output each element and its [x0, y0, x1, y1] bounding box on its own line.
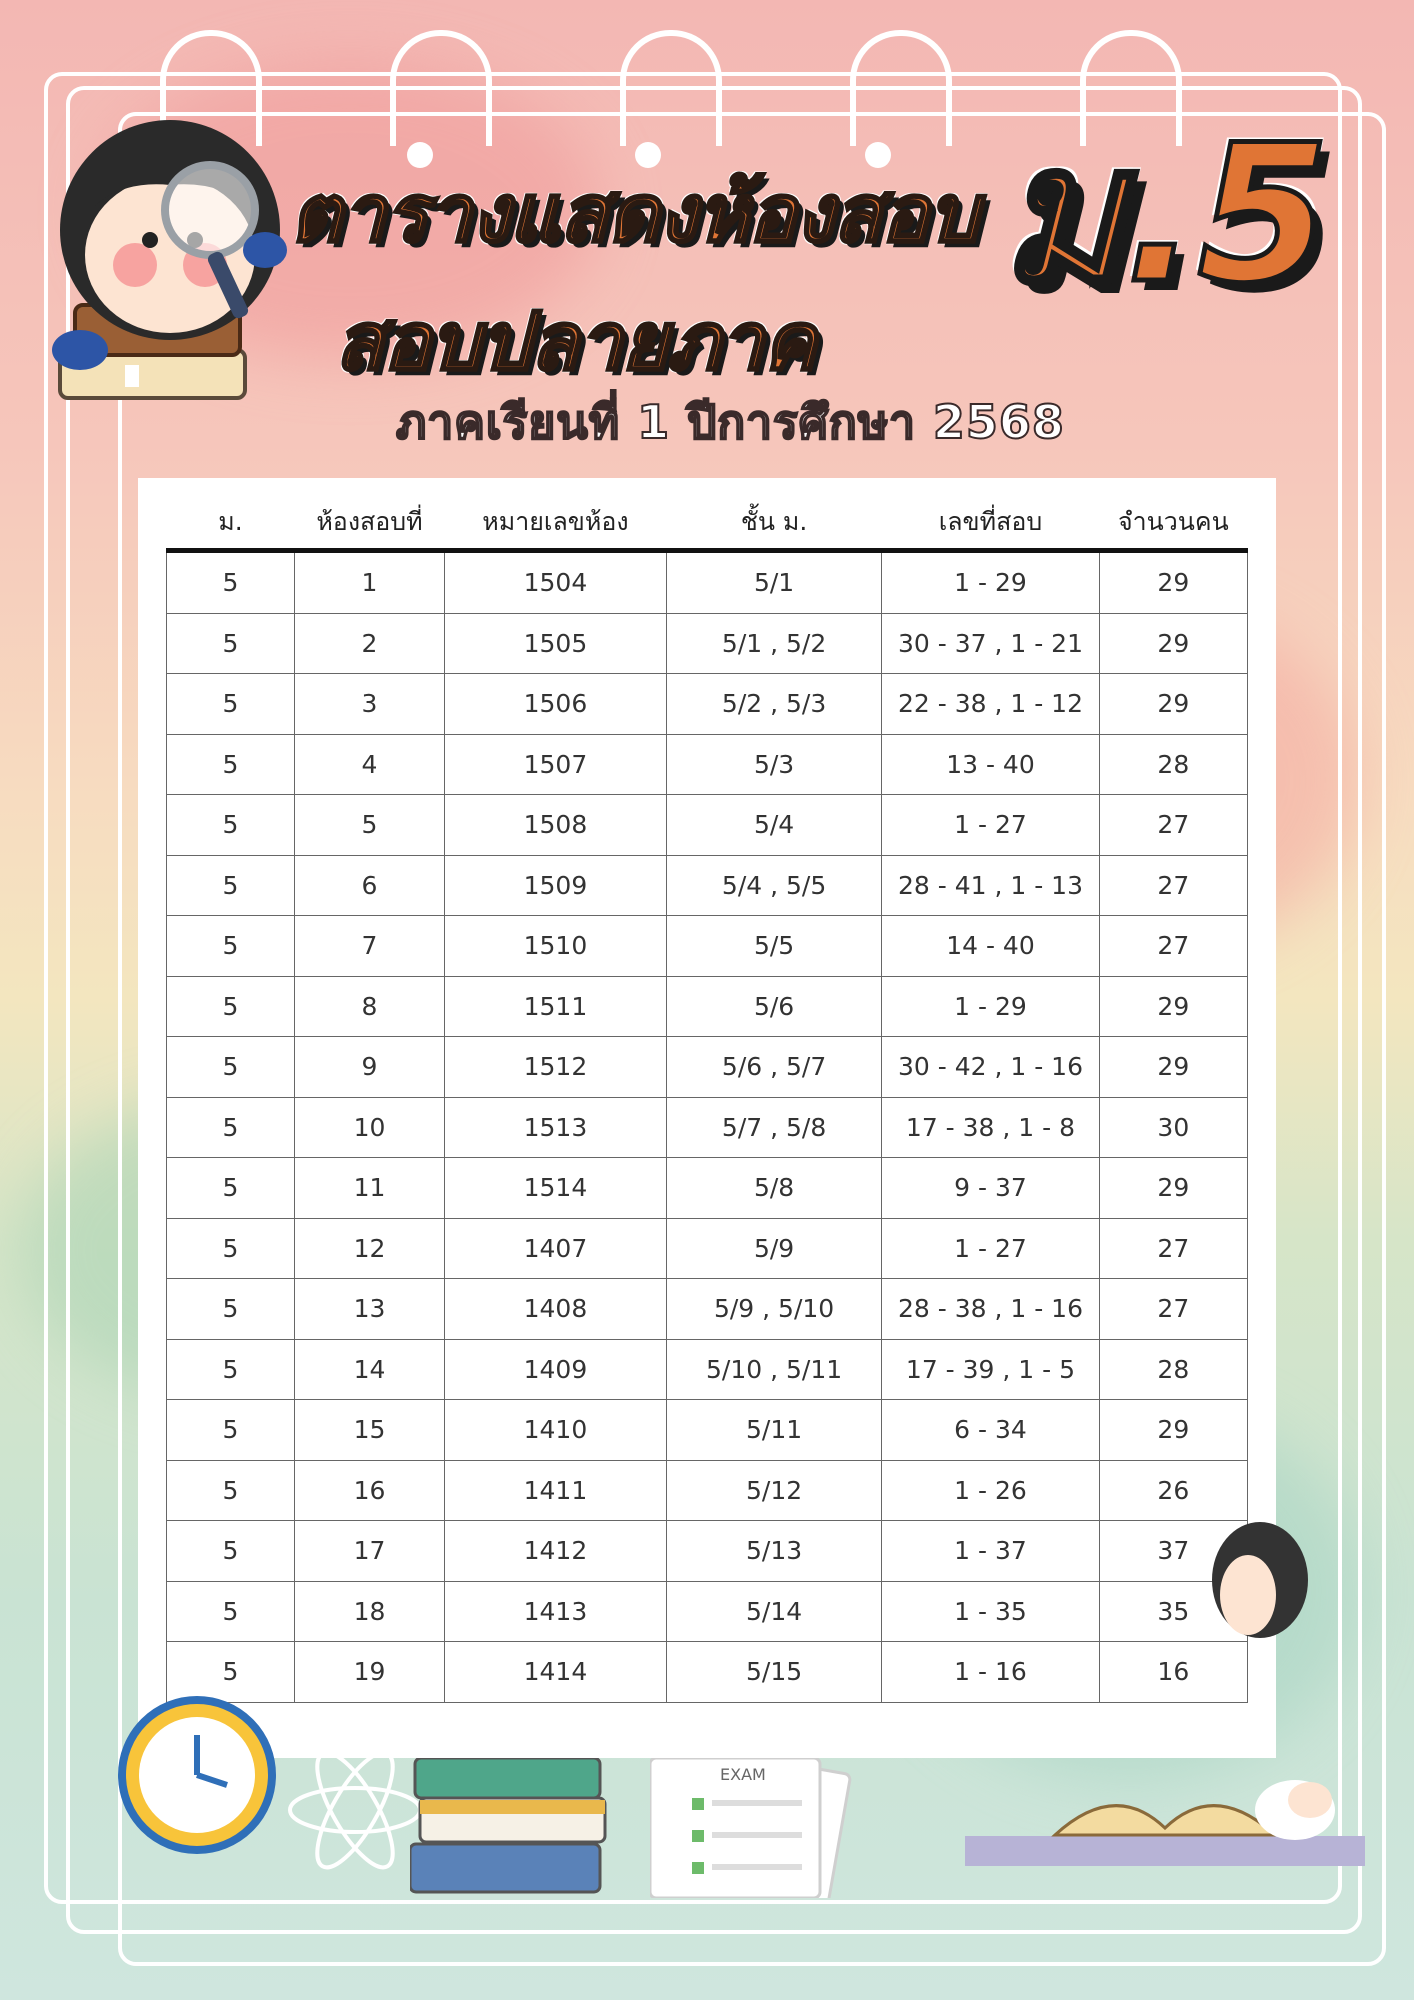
- table-cell: 14: [295, 1339, 445, 1400]
- table-cell: 10: [295, 1097, 445, 1158]
- table-cell: 1: [295, 551, 445, 614]
- table-cell: 27: [1099, 1279, 1247, 1340]
- page-title-secondary: สอบปลายภาค: [335, 295, 816, 388]
- table-cell: 5: [167, 1642, 295, 1703]
- svg-text:EXAM: EXAM: [720, 1765, 766, 1784]
- table-cell: 5: [167, 1097, 295, 1158]
- table-cell: 1 - 27: [882, 795, 1099, 856]
- table-cell: 4: [295, 734, 445, 795]
- table-cell: 13 - 40: [882, 734, 1099, 795]
- table-cell: 1408: [445, 1279, 667, 1340]
- table-cell: 17 - 38 , 1 - 8: [882, 1097, 1099, 1158]
- table-cell: 5/15: [666, 1642, 881, 1703]
- table-row: [167, 1158, 1248, 1219]
- table-cell: 5: [167, 795, 295, 856]
- table-header-row: [167, 500, 1248, 551]
- table-row: [167, 734, 1248, 795]
- table-cell: 5: [167, 1279, 295, 1340]
- table-cell: 16: [1099, 1642, 1247, 1703]
- table-cell: 26: [1099, 1460, 1247, 1521]
- table-cell: 3: [295, 674, 445, 735]
- table-cell: 5: [167, 1158, 295, 1219]
- table-cell: 5/3: [666, 734, 881, 795]
- binder-ring: [620, 30, 722, 146]
- table-cell: 14 - 40: [882, 916, 1099, 977]
- table-cell: 29: [1099, 976, 1247, 1037]
- binder-ring: [850, 30, 952, 146]
- table-row: [167, 795, 1248, 856]
- table-cell: 1414: [445, 1642, 667, 1703]
- table-cell: 27: [1099, 795, 1247, 856]
- table-cell: 1514: [445, 1158, 667, 1219]
- table-cell: 1511: [445, 976, 667, 1037]
- table-cell: 1409: [445, 1339, 667, 1400]
- open-book-icon: [965, 1740, 1365, 1870]
- table-row: [167, 1581, 1248, 1642]
- exam-paper-icon: [650, 1758, 860, 1898]
- table-cell: 17: [295, 1521, 445, 1582]
- table-cell: 1407: [445, 1218, 667, 1279]
- table-cell: 5: [167, 855, 295, 916]
- table-cell: 5: [295, 795, 445, 856]
- table-cell: 15: [295, 1400, 445, 1461]
- table-cell: 5/1: [666, 551, 881, 614]
- table-cell: 1413: [445, 1581, 667, 1642]
- semester-subtitle: ภาคเรียนที่ 1 ปีการศึกษา 2568: [396, 395, 1065, 449]
- table-cell: 5: [167, 551, 295, 614]
- table-cell: 27: [1099, 1218, 1247, 1279]
- table-cell: 1506: [445, 674, 667, 735]
- table-cell: 1510: [445, 916, 667, 977]
- table-cell: 30 - 37 , 1 - 21: [882, 613, 1099, 674]
- table-cell: 6: [295, 855, 445, 916]
- table-cell: 18: [295, 1581, 445, 1642]
- table-row: [167, 1521, 1248, 1582]
- table-cell: 6 - 34: [882, 1400, 1099, 1461]
- column-header: หมายเลขห้อง: [445, 500, 667, 551]
- table-cell: 5/7 , 5/8: [666, 1097, 881, 1158]
- table-cell: 1 - 35: [882, 1581, 1099, 1642]
- table-cell: 5/5: [666, 916, 881, 977]
- alarm-clock-icon: [112, 1690, 282, 1860]
- table-cell: 1505: [445, 613, 667, 674]
- table-cell: 5/12: [666, 1460, 881, 1521]
- table-cell: 27: [1099, 855, 1247, 916]
- table-cell: 29: [1099, 1158, 1247, 1219]
- table-cell: 1508: [445, 795, 667, 856]
- table-cell: 8: [295, 976, 445, 1037]
- grade-badge: ม.5: [1000, 104, 1330, 325]
- table-cell: 5: [167, 674, 295, 735]
- table-cell: 1411: [445, 1460, 667, 1521]
- table-cell: 13: [295, 1279, 445, 1340]
- table-cell: 29: [1099, 1400, 1247, 1461]
- table-cell: 1412: [445, 1521, 667, 1582]
- table-cell: 5: [167, 1460, 295, 1521]
- table-cell: 1 - 37: [882, 1521, 1099, 1582]
- table-cell: 1509: [445, 855, 667, 916]
- table-row: [167, 1279, 1248, 1340]
- table-row: [167, 1037, 1248, 1098]
- atom-icon: [280, 1740, 430, 1880]
- table-cell: 37: [1099, 1521, 1247, 1582]
- table-row: [167, 1097, 1248, 1158]
- column-header: จำนวนคน: [1099, 500, 1247, 551]
- table-cell: 22 - 38 , 1 - 12: [882, 674, 1099, 735]
- table-cell: 1512: [445, 1037, 667, 1098]
- table-cell: 29: [1099, 1037, 1247, 1098]
- table-row: [167, 855, 1248, 916]
- table-cell: 5: [167, 734, 295, 795]
- table-cell: 5/14: [666, 1581, 881, 1642]
- table-cell: 2: [295, 613, 445, 674]
- table-cell: 12: [295, 1218, 445, 1279]
- table-row: [167, 613, 1248, 674]
- table-cell: 5/4 , 5/5: [666, 855, 881, 916]
- binder-ring: [390, 30, 492, 146]
- table-cell: 30 - 42 , 1 - 16: [882, 1037, 1099, 1098]
- table-cell: 19: [295, 1642, 445, 1703]
- column-header: ม.: [167, 500, 295, 551]
- column-header: ห้องสอบที่: [295, 500, 445, 551]
- table-cell: 11: [295, 1158, 445, 1219]
- table-cell: 5/1 , 5/2: [666, 613, 881, 674]
- exam-room-table: [166, 500, 1248, 1703]
- table-cell: 29: [1099, 551, 1247, 614]
- table-cell: 5/6 , 5/7: [666, 1037, 881, 1098]
- table-cell: 5: [167, 1400, 295, 1461]
- table-row: [167, 551, 1248, 614]
- table-cell: 1 - 29: [882, 976, 1099, 1037]
- table-cell: 9: [295, 1037, 445, 1098]
- table-cell: 5/2 , 5/3: [666, 674, 881, 735]
- table-cell: 1 - 16: [882, 1642, 1099, 1703]
- table-cell: 1410: [445, 1400, 667, 1461]
- table-cell: 5/4: [666, 795, 881, 856]
- table-cell: 28 - 41 , 1 - 13: [882, 855, 1099, 916]
- table-cell: 30: [1099, 1097, 1247, 1158]
- table-row: [167, 916, 1248, 977]
- table-row: [167, 1218, 1248, 1279]
- column-header: เลขที่สอบ: [882, 500, 1099, 551]
- table-cell: 5: [167, 916, 295, 977]
- table-cell: 35: [1099, 1581, 1247, 1642]
- table-row: [167, 976, 1248, 1037]
- table-row: [167, 1642, 1248, 1703]
- table-cell: 9 - 37: [882, 1158, 1099, 1219]
- table-cell: 5: [167, 976, 295, 1037]
- table-cell: 5: [167, 1581, 295, 1642]
- table-cell: 28 - 38 , 1 - 16: [882, 1279, 1099, 1340]
- table-cell: 5: [167, 613, 295, 674]
- column-header: ชั้น ม.: [666, 500, 881, 551]
- table-cell: 5/11: [666, 1400, 881, 1461]
- boy-reading-icon: [1210, 1520, 1310, 1640]
- table-cell: 29: [1099, 613, 1247, 674]
- table-cell: 5: [167, 1339, 295, 1400]
- table-cell: 5/13: [666, 1521, 881, 1582]
- table-cell: 5/9: [666, 1218, 881, 1279]
- table-cell: 5/9 , 5/10: [666, 1279, 881, 1340]
- table-row: [167, 1460, 1248, 1521]
- table-row: [167, 1400, 1248, 1461]
- table-cell: 5: [167, 1521, 295, 1582]
- books-stack-icon: [410, 1758, 610, 1896]
- table-cell: 29: [1099, 674, 1247, 735]
- table-row: [167, 1339, 1248, 1400]
- table-cell: 16: [295, 1460, 445, 1521]
- table-cell: 28: [1099, 734, 1247, 795]
- table-cell: 5/8: [666, 1158, 881, 1219]
- table-cell: 28: [1099, 1339, 1247, 1400]
- table-cell: 27: [1099, 916, 1247, 977]
- table-cell: 5: [167, 1218, 295, 1279]
- table-cell: 1507: [445, 734, 667, 795]
- table-cell: 1 - 26: [882, 1460, 1099, 1521]
- table-row: [167, 674, 1248, 735]
- table-cell: 1 - 27: [882, 1218, 1099, 1279]
- table-cell: 5/10 , 5/11: [666, 1339, 881, 1400]
- table-cell: 5: [167, 1037, 295, 1098]
- page-title: ตารางแสดงห้องสอบ: [290, 167, 978, 260]
- table-cell: 1513: [445, 1097, 667, 1158]
- table-cell: 7: [295, 916, 445, 977]
- table-cell: 17 - 39 , 1 - 5: [882, 1339, 1099, 1400]
- table-cell: 5/6: [666, 976, 881, 1037]
- table-cell: 1504: [445, 551, 667, 614]
- table-cell: 1 - 29: [882, 551, 1099, 614]
